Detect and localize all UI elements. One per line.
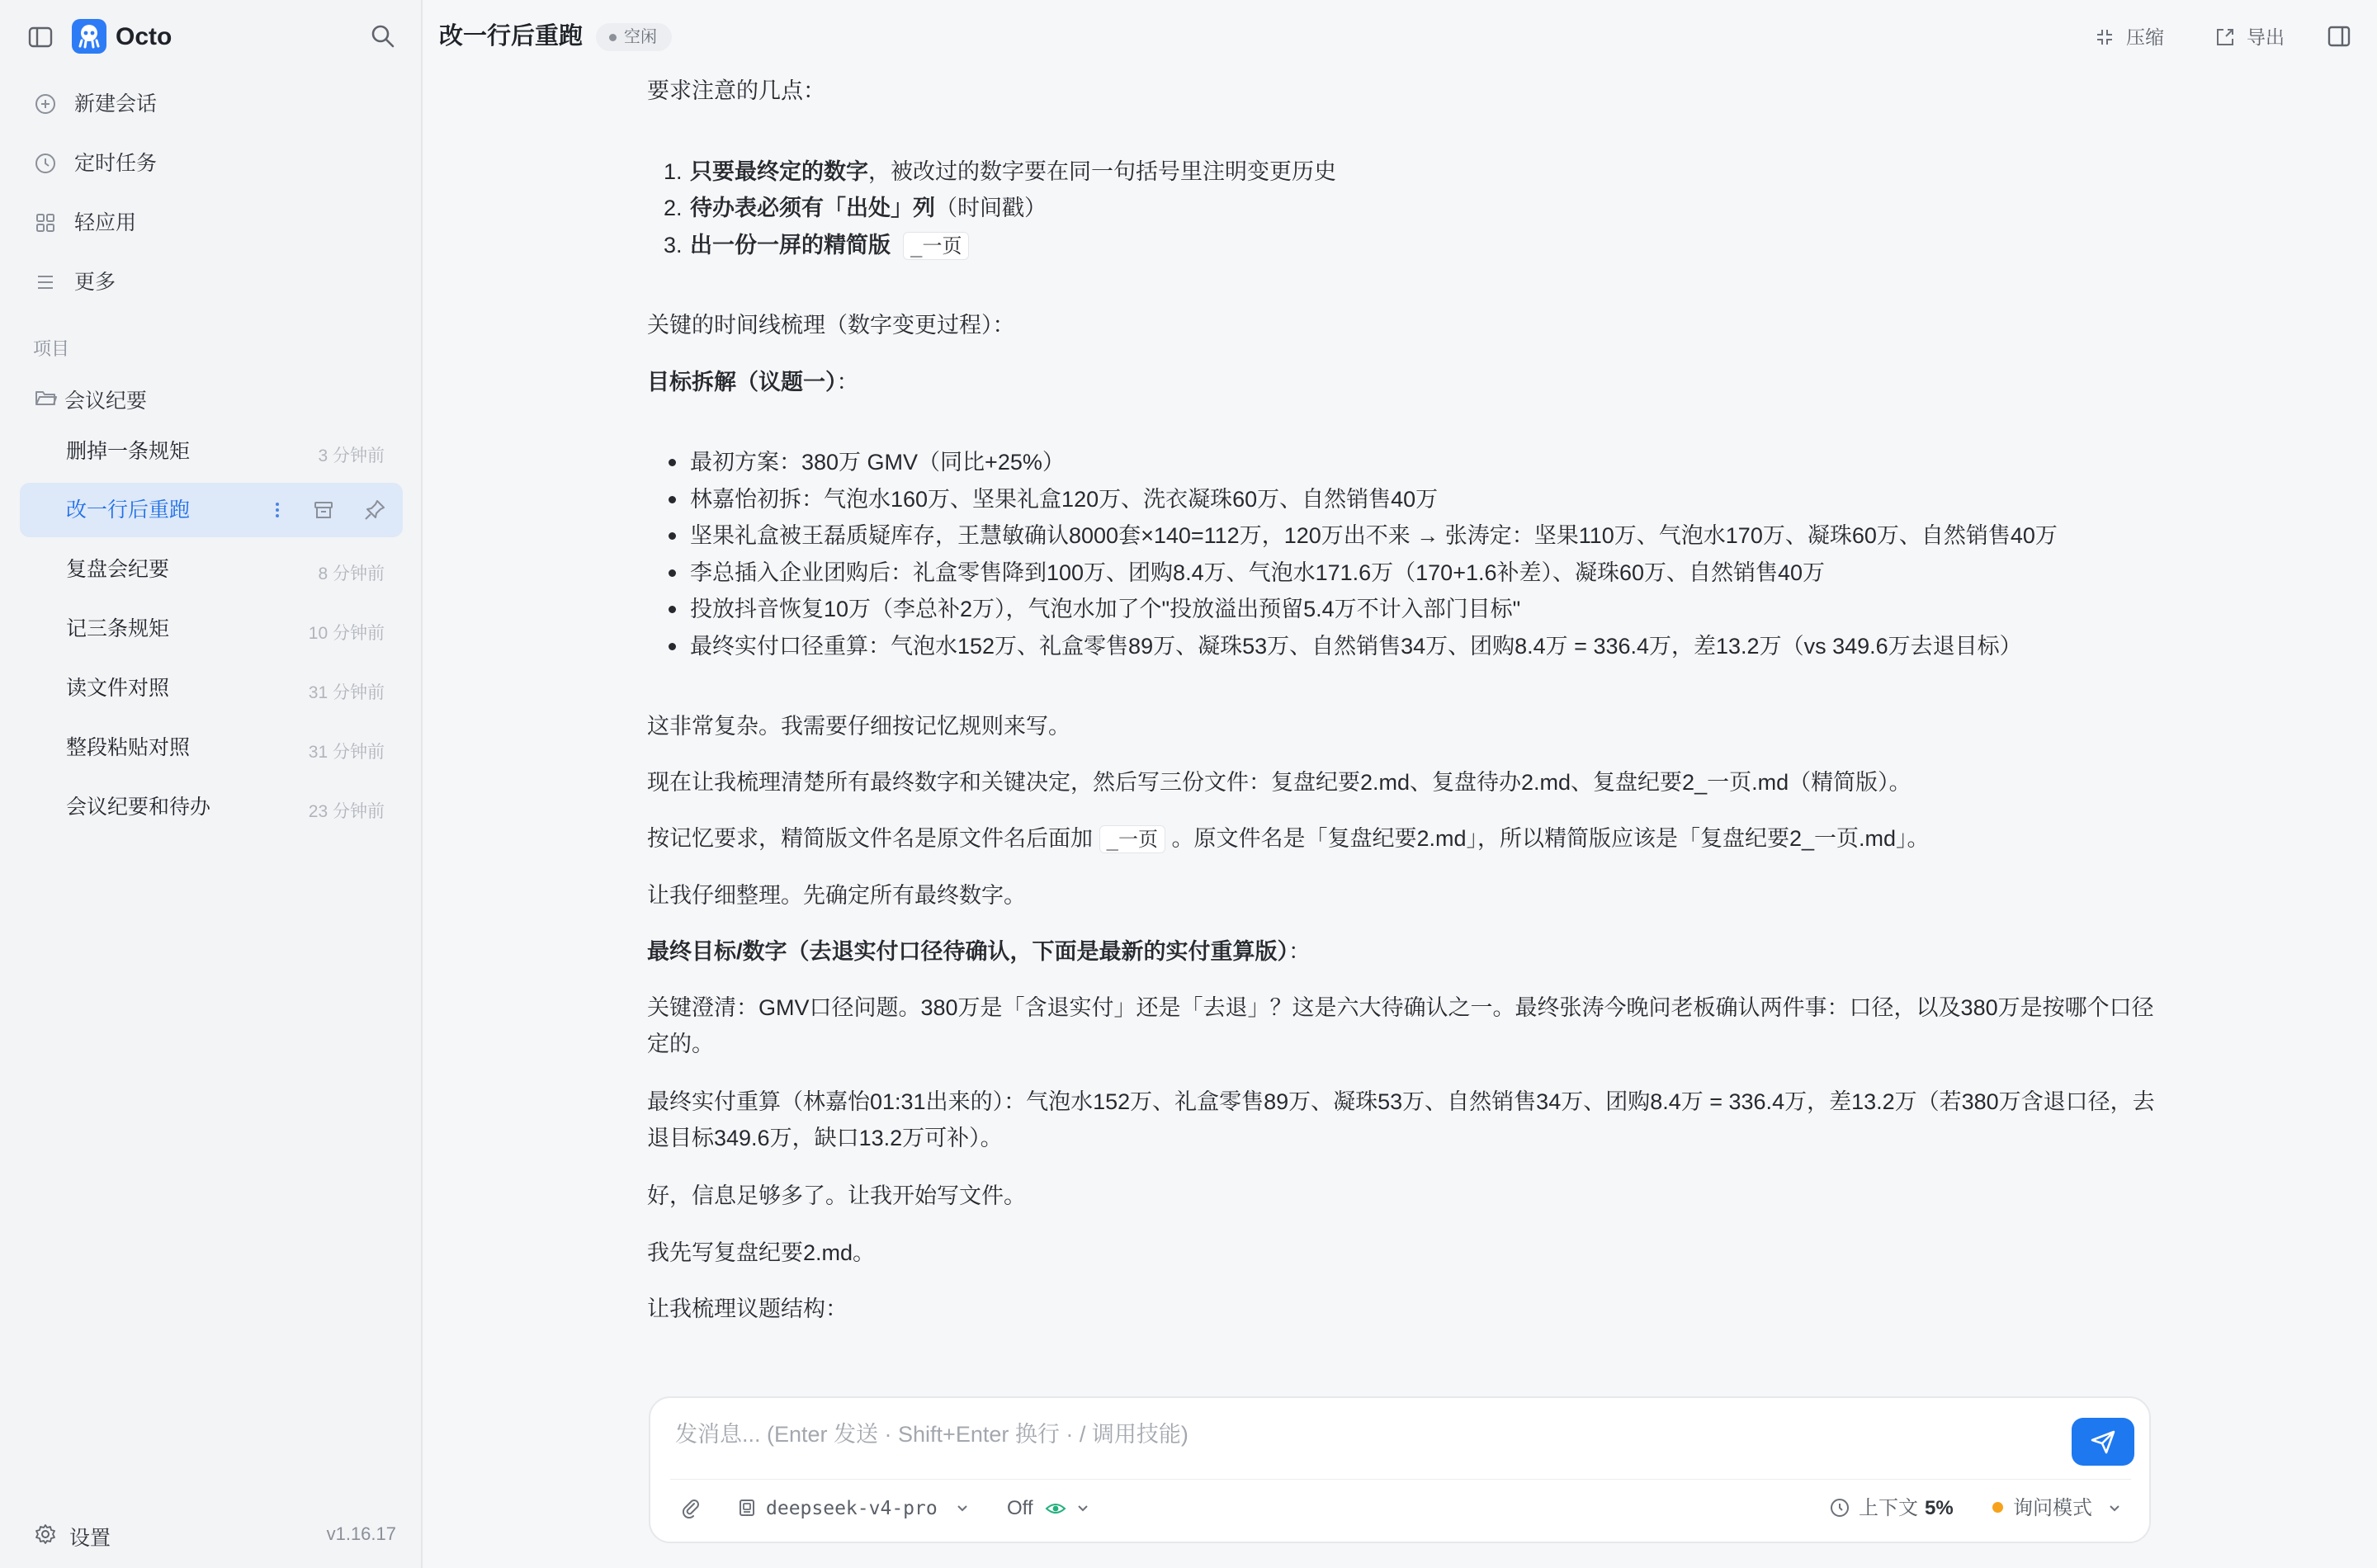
- sidebar: [0, 0, 423, 1568]
- inline-code: _一页: [903, 232, 969, 260]
- sidebar-header: [0, 0, 423, 74]
- more-vertical-icon[interactable]: [264, 497, 291, 523]
- requirement-bold: 出一份一屏的精简版: [690, 233, 891, 257]
- send-button[interactable]: [2072, 1418, 2134, 1466]
- plus-circle-icon: [33, 92, 58, 116]
- status-badge: 空闲: [596, 23, 672, 51]
- search-icon[interactable]: [368, 21, 398, 51]
- conversation-title: 改一行后重跑: [439, 23, 584, 50]
- nav-label: 更多: [74, 271, 116, 294]
- session-label: 读文件对照: [66, 677, 170, 700]
- send-icon: [2090, 1429, 2116, 1454]
- message-paragraph: 让我梳理议题结构：: [647, 1296, 848, 1321]
- requirement-item: [664, 227, 2157, 264]
- topbar: [424, 0, 2377, 73]
- clock-icon: [1829, 1497, 1850, 1518]
- message-paragraph: 现在让我梳理清楚所有最终数字和关键决定，然后写三份文件：复盘纪要2.md、复盘待办2.md、复盘纪要2_一页.md（精简版）。: [647, 770, 1912, 795]
- export-icon: [2214, 26, 2237, 49]
- session-time: 31 分钟前: [308, 683, 385, 702]
- attach-button[interactable]: [680, 1490, 705, 1527]
- session-time: 3 分钟前: [318, 446, 385, 465]
- compress-button[interactable]: [2093, 23, 2184, 51]
- list-number: 1.: [664, 159, 683, 184]
- composer-divider: [670, 1479, 2131, 1480]
- session-item[interactable]: [20, 720, 403, 775]
- chevron-down-icon: [1076, 1504, 1089, 1514]
- session-label: 会议纪要和待办: [66, 796, 211, 819]
- projects-section-label: 项目: [33, 338, 70, 359]
- clock-icon: [33, 151, 58, 176]
- compress-icon: [2093, 26, 2116, 49]
- section-heading: [647, 364, 2157, 400]
- message-content: [647, 73, 2157, 1385]
- gear-icon[interactable]: [33, 1522, 58, 1547]
- message-paragraph: 要求注意的几点：: [647, 78, 825, 103]
- session-item[interactable]: [20, 780, 403, 834]
- archive-icon[interactable]: [310, 497, 337, 523]
- chevron-down-icon: [956, 1504, 969, 1514]
- project-folder[interactable]: [20, 378, 403, 416]
- message-input[interactable]: [675, 1415, 2029, 1454]
- app-version: v1.16.17: [326, 1523, 396, 1544]
- heading-bold: 最终目标/数字（去退实付口径待确认，下面是最新的实付重算版）: [647, 939, 1289, 964]
- section-heading: [647, 933, 2157, 970]
- model-name: deepseek-v4-pro: [766, 1498, 938, 1519]
- list-item: 林嘉怡初拆：气泡水160万、坚果礼盒120万、洗衣凝珠60万、自然销售40万: [690, 481, 2157, 517]
- requirement-bold: 只要最终定的数字: [690, 159, 868, 184]
- model-icon: [736, 1497, 758, 1518]
- mode-selector[interactable]: [1992, 1490, 2124, 1527]
- message-paragraph: [647, 820, 2157, 857]
- context-value: 5%: [1925, 1497, 1954, 1519]
- session-label: 删掉一条规矩: [66, 440, 191, 463]
- export-button[interactable]: [2214, 23, 2304, 51]
- requirement-rest: ，被改过的数字要在同一句括号里注明变更历史: [868, 159, 1336, 184]
- nav-label: 新建会话: [74, 92, 158, 116]
- session-time: 31 分钟前: [308, 743, 385, 762]
- requirement-item: [664, 190, 2157, 226]
- inline-code: _一页: [1099, 825, 1165, 853]
- context-usage: [1829, 1490, 1961, 1527]
- nav-light-apps[interactable]: [20, 197, 403, 248]
- message-paragraph: 最终实付重算（林嘉怡01:31出来的）：气泡水152万、礼盒零售89万、凝珠53万、自然销售34万、团购8.4万 = 336.4万，差13.2万（若380万含退口径，去退目标349.6万，缺口13.2万可补）。: [647, 1089, 2155, 1150]
- session-item[interactable]: [20, 602, 403, 656]
- app-title: Octo: [116, 23, 172, 50]
- model-selector[interactable]: [736, 1490, 976, 1527]
- text-span: 按记忆要求，精简版文件名是原文件名后面加: [647, 826, 1099, 851]
- settings-label[interactable]: 设置: [69, 1527, 111, 1550]
- message-paragraph: 让我仔细整理。先确定所有最终数字。: [647, 883, 1026, 908]
- message-paragraph: 我先写复盘纪要2.md。: [647, 1240, 876, 1265]
- heading-suffix: ：: [1288, 939, 1311, 964]
- folder-open-icon: [33, 385, 58, 409]
- compress-label: 压缩: [2126, 26, 2164, 48]
- paperclip-icon: [680, 1497, 702, 1518]
- chevron-down-icon: [2108, 1504, 2121, 1514]
- text-span: 。原文件名是「复盘纪要2.md」，所以精简版应该是「复盘纪要2_一页.md」。: [1165, 826, 1930, 851]
- sidebar-footer: [0, 1502, 423, 1568]
- mode-status-dot: [1992, 1502, 2003, 1513]
- list-item: 最终实付口径重算：气泡水152万、礼盒零售89万、凝珠53万、自然销售34万、团购8.4万 = 336.4万，差13.2万（vs 349.6万去退目标）: [690, 628, 2157, 664]
- side-panel-toggle-icon[interactable]: [2326, 23, 2352, 50]
- heading-bold: 目标拆解（议题一）: [647, 370, 837, 394]
- list-item: 投放抖音恢复10万（李总补2万），气泡水加了个"投放溢出预留5.4万不计入部门目标": [690, 591, 2157, 627]
- nav-scheduled-tasks[interactable]: [20, 138, 403, 189]
- eye-icon: [1045, 1500, 1066, 1517]
- nav-label: 定时任务: [74, 152, 158, 175]
- mode-label: 询问模式: [2013, 1497, 2092, 1519]
- session-label: 改一行后重跑: [66, 498, 191, 522]
- requirement-rest: （时间戳）: [935, 196, 1047, 220]
- session-item-active[interactable]: [20, 483, 403, 537]
- list-number: 2.: [664, 196, 683, 220]
- menu-icon: [33, 270, 58, 295]
- context-label: 上下文: [1859, 1497, 1918, 1519]
- think-toggle-label: Off: [1007, 1497, 1033, 1519]
- message-composer: [649, 1396, 2151, 1543]
- session-item[interactable]: [20, 661, 403, 716]
- think-toggle[interactable]: [1007, 1490, 1099, 1527]
- message-paragraph: 这非常复杂。我需要仔细按记忆规则来写。: [647, 714, 1070, 739]
- list-item: 坚果礼盒被王磊质疑库存，王慧敏确认8000套×140=112万，120万出不来 → 张涛定：坚果110万、气泡水170万、凝珠60万、自然销售40万: [690, 517, 2157, 554]
- list-number: 3.: [664, 233, 683, 257]
- main-panel: [424, 0, 2377, 1568]
- session-item[interactable]: [20, 424, 403, 479]
- folder-label: 会议纪要: [64, 390, 148, 413]
- nav-new-session[interactable]: [20, 78, 403, 130]
- session-item[interactable]: [20, 542, 403, 597]
- requirement-bold: 待办表必须有「出处」列: [690, 196, 935, 220]
- list-item: 最初方案：380万 GMV（同比+25%）: [690, 444, 2157, 480]
- message-paragraph: 好，信息足够多了。让我开始写文件。: [647, 1183, 1026, 1208]
- session-time: 8 分钟前: [318, 564, 385, 583]
- nav-more[interactable]: [20, 257, 403, 308]
- pin-icon[interactable]: [362, 497, 388, 523]
- heading-suffix: ：: [836, 370, 859, 394]
- message-paragraph: 关键澄清：GMV口径问题。380万是「含退实付」还是「去退」？这是六大待确认之一。最终张涛今晚问老板确认两件事：口径，以及380万是按哪个口径定的。: [647, 995, 2154, 1056]
- message-paragraph: 关键的时间线梳理（数字变更过程）：: [647, 313, 1015, 338]
- sidebar-toggle-icon[interactable]: [26, 23, 54, 51]
- session-time: 10 分钟前: [308, 624, 385, 643]
- session-label: 记三条规矩: [66, 617, 170, 640]
- grid-icon: [33, 210, 58, 235]
- nav-label: 轻应用: [74, 211, 137, 234]
- requirement-item: [664, 153, 2157, 190]
- app-logo: [72, 19, 106, 54]
- session-label: 整段粘贴对照: [66, 736, 191, 759]
- export-label: 导出: [2247, 26, 2285, 48]
- session-time: 23 分钟前: [308, 802, 385, 821]
- list-item: 李总插入企业团购后：礼盒零售降到100万、团购8.4万、气泡水171.6万（170+1.6补差）、凝珠60万、自然销售40万: [690, 555, 2157, 591]
- session-label: 复盘会纪要: [66, 558, 170, 581]
